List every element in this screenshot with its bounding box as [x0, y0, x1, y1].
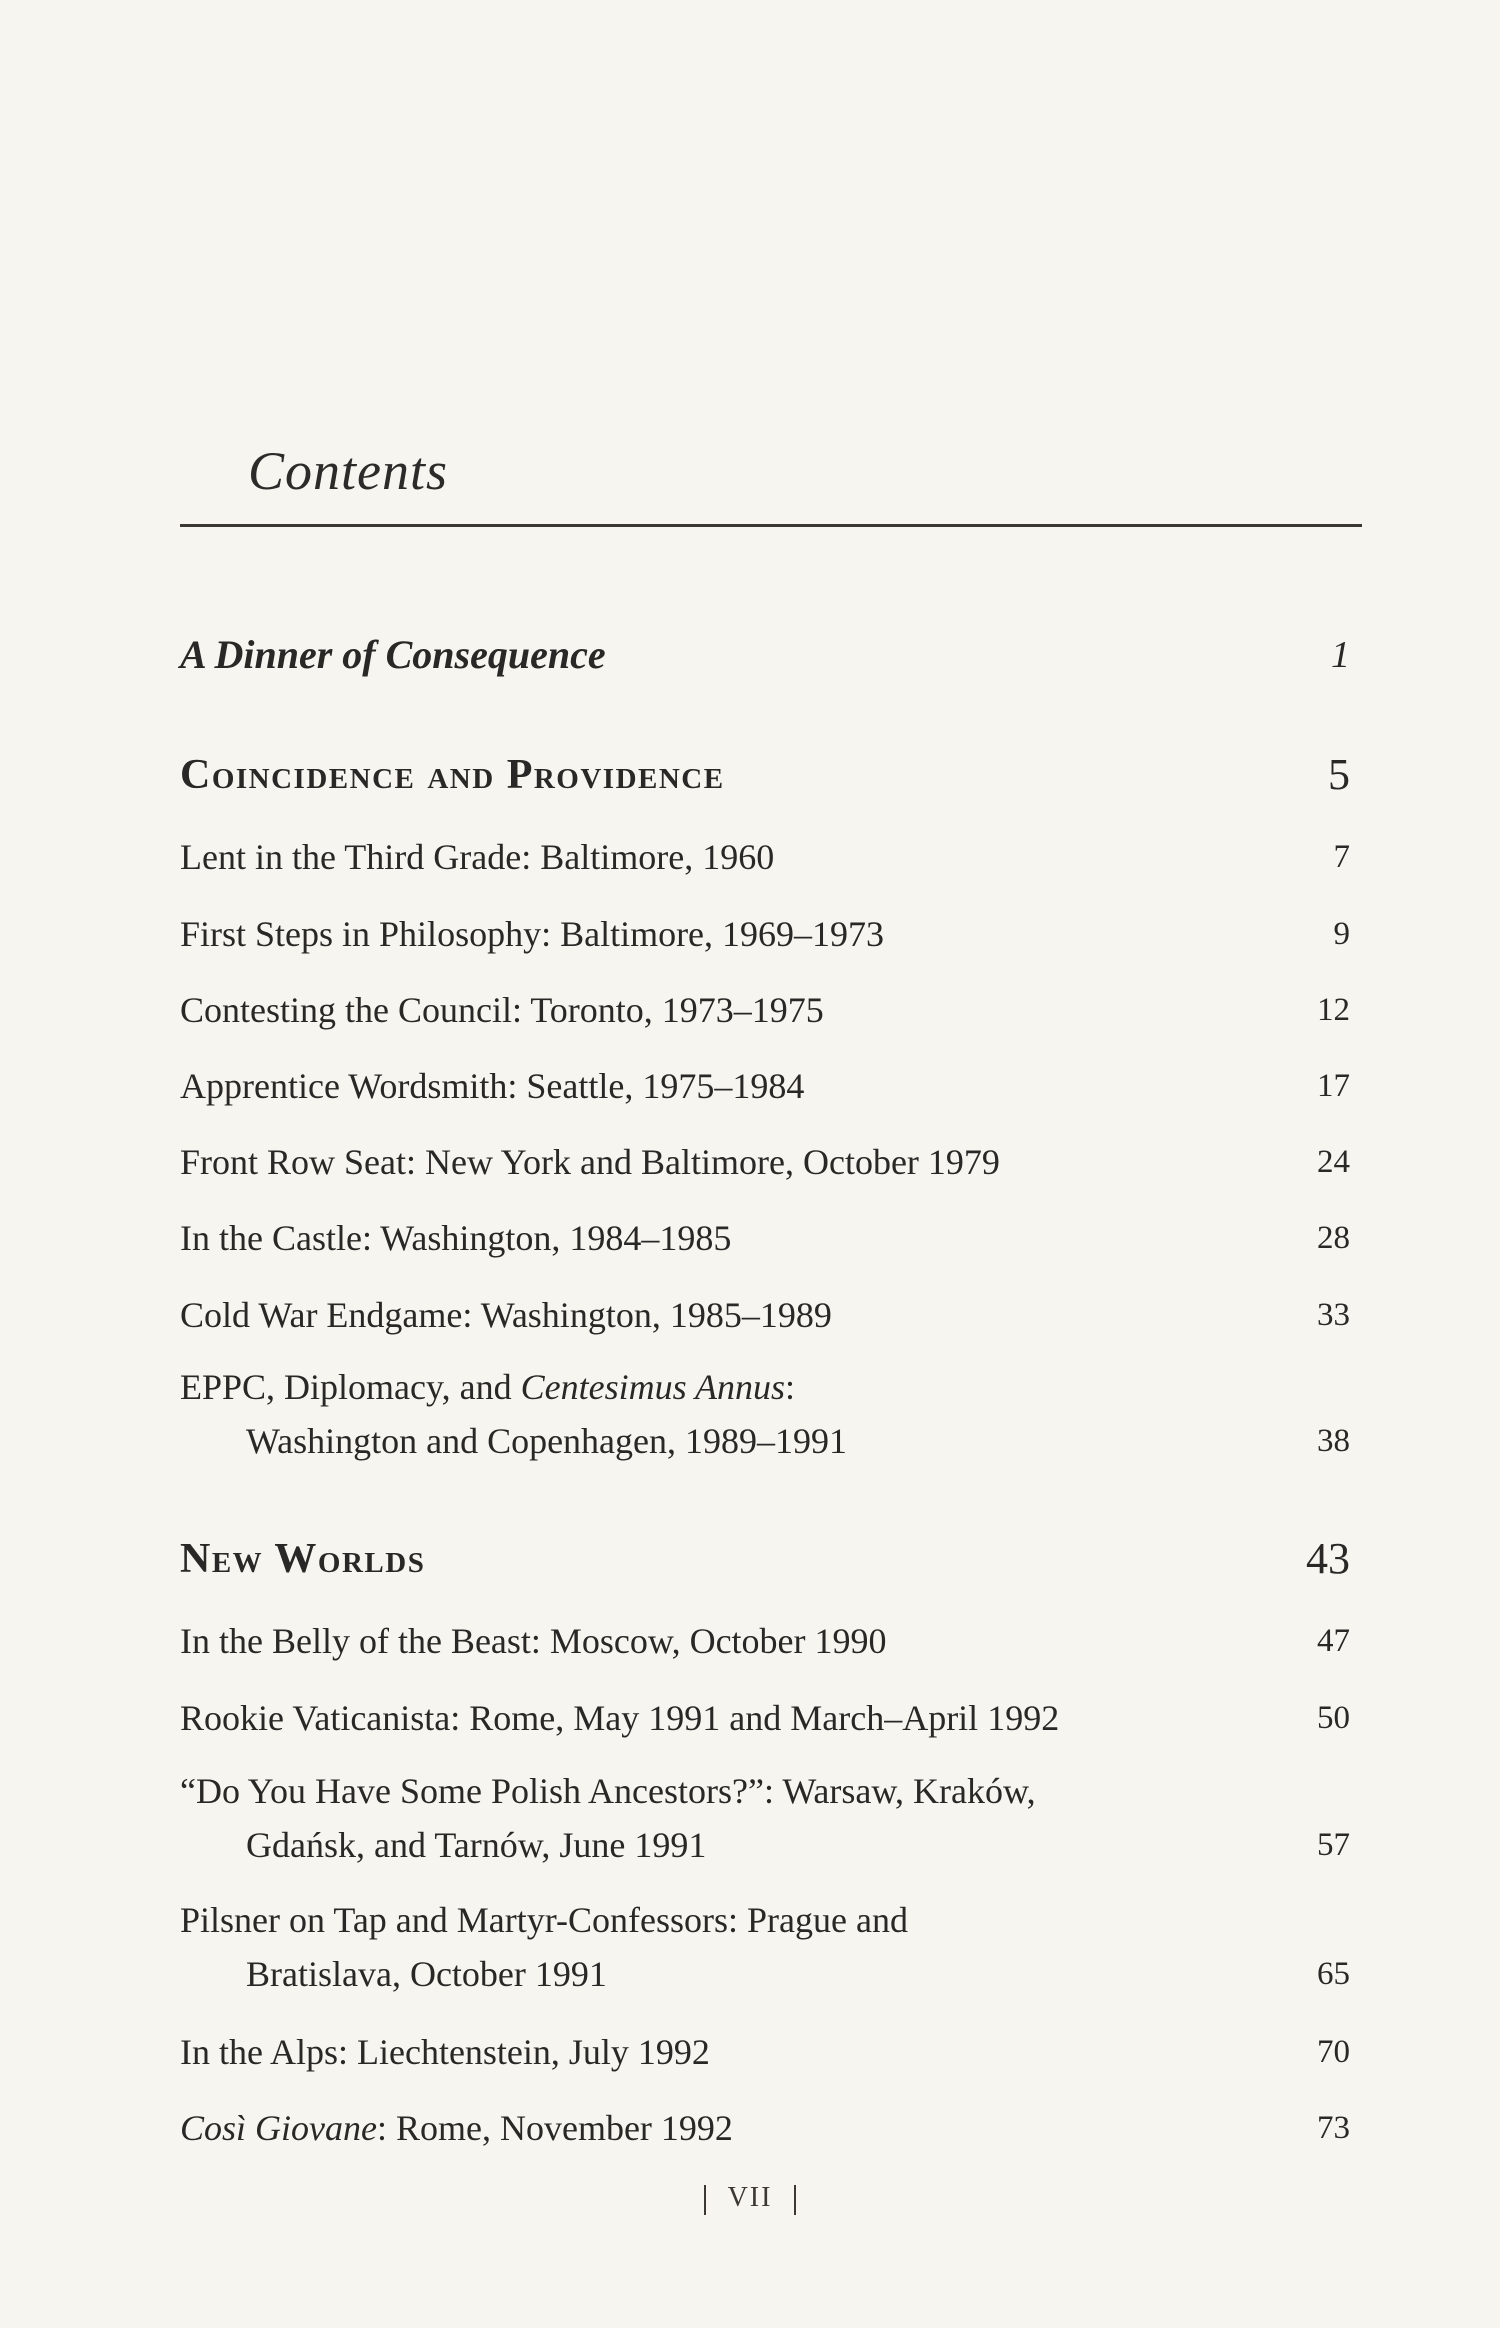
toc-entry-in-the-castle[interactable]: [180, 1211, 1350, 1265]
toc-entry-belly-of-beast[interactable]: [180, 1614, 1350, 1668]
entry-page-number: 38: [1317, 1423, 1350, 1459]
entry-title: Apprentice Wordsmith: Seattle, 1975–1984: [180, 1066, 805, 1106]
part-page-number: 5: [1328, 750, 1350, 799]
toc-entry-first-steps-philosophy[interactable]: [180, 907, 1350, 961]
entry-title: [180, 2101, 1350, 2155]
entry-title: Lent in the Third Grade: Baltimore, 1960: [180, 837, 775, 877]
entry-title: Cold War Endgame: Washington, 1985–1989: [180, 1295, 832, 1335]
toc-entry-pilsner-on-tap[interactable]: [180, 1893, 1350, 2001]
entry-page-number: 28: [1317, 1220, 1350, 1256]
title-rule: [180, 524, 1362, 527]
entry-title: Contesting the Council: Toronto, 1973–1975: [180, 990, 824, 1030]
toc-entry-apprentice-wordsmith[interactable]: [180, 1059, 1350, 1113]
entry-title: In the Castle: Washington, 1984–1985: [180, 1218, 732, 1258]
entry-title-line2: Gdańsk, and Tarnów, June 1991: [246, 1825, 707, 1865]
entry-title: Front Row Seat: New York and Baltimore, October 1979: [180, 1142, 1000, 1182]
page-title: Contents: [248, 441, 449, 501]
part-page-number: 43: [1306, 1534, 1350, 1583]
entry-page-number: 57: [1317, 1827, 1350, 1863]
entry-page-number: 17: [1317, 1068, 1350, 1104]
entry-title: A Dinner of Consequence: [180, 632, 606, 677]
entry-title-part: EPPC, Diplomacy, and: [180, 1367, 521, 1407]
entry-page-number: 73: [1317, 2110, 1350, 2146]
toc-entry-cold-war-endgame[interactable]: [180, 1288, 1350, 1342]
toc-entry-polish-ancestors[interactable]: [180, 1764, 1350, 1872]
toc-part-coincidence-and-providence[interactable]: [180, 748, 1350, 802]
entry-title-part: : Rome, November 1992: [376, 2108, 733, 2148]
toc-part-new-worlds[interactable]: [180, 1532, 1350, 1586]
folio-number: VII: [727, 2182, 773, 2213]
entry-title: “Do You Have Some Polish Ancestors?”: Warsaw, Kraków,: [180, 1771, 1036, 1811]
toc-entry-in-the-alps[interactable]: [180, 2025, 1350, 2079]
entry-title: Pilsner on Tap and Martyr-Confessors: Prague and: [180, 1900, 908, 1940]
entry-title: In the Alps: Liechtenstein, July 1992: [180, 2032, 710, 2072]
entry-page-number: 12: [1317, 992, 1350, 1028]
toc-entry-front-row-seat[interactable]: [180, 1135, 1350, 1189]
part-title: Coincidence and Providence: [180, 752, 725, 798]
entry-title: Rookie Vaticanista: Rome, May 1991 and March–April 1992: [180, 1698, 1060, 1738]
entry-page-number: 33: [1317, 1297, 1350, 1333]
page-folio: [0, 2182, 1500, 2215]
part-title: New Worlds: [180, 1536, 426, 1582]
entry-page-number: 47: [1317, 1623, 1350, 1659]
toc-entry-contesting-council[interactable]: [180, 983, 1350, 1037]
entry-page-number: 1: [1331, 634, 1350, 676]
entry-page-number: 7: [1333, 839, 1350, 875]
toc-entry-lent-third-grade[interactable]: [180, 830, 1350, 884]
toc-entry-cosi-giovane[interactable]: [180, 2101, 1350, 2155]
entry-page-number: 70: [1317, 2034, 1350, 2070]
entry-page-number: 65: [1317, 1956, 1350, 1992]
folio-bar-left: [704, 2185, 706, 2215]
entry-title-italic: Centesimus Annus: [520, 1367, 785, 1407]
entry-title: [180, 1360, 1350, 1414]
entry-page-number: 9: [1333, 916, 1350, 952]
toc-entry-rookie-vaticanista[interactable]: [180, 1691, 1350, 1745]
toc-entry-dinner-of-consequence[interactable]: [180, 628, 1350, 682]
entry-page-number: 24: [1317, 1144, 1350, 1180]
toc-entry-eppc-diplomacy[interactable]: [180, 1360, 1350, 1468]
entry-title-part: :: [785, 1367, 796, 1407]
entry-title: First Steps in Philosophy: Baltimore, 1969–1973: [180, 914, 885, 954]
entry-title-line2: Washington and Copenhagen, 1989–1991: [246, 1421, 848, 1461]
entry-title: In the Belly of the Beast: Moscow, October 1990: [180, 1621, 887, 1661]
entry-title-line2: Bratislava, October 1991: [246, 1954, 607, 1994]
folio-bar-right: [794, 2185, 796, 2215]
entry-page-number: 50: [1317, 1700, 1350, 1736]
entry-title-italic: Così Giovane: [180, 2108, 377, 2148]
